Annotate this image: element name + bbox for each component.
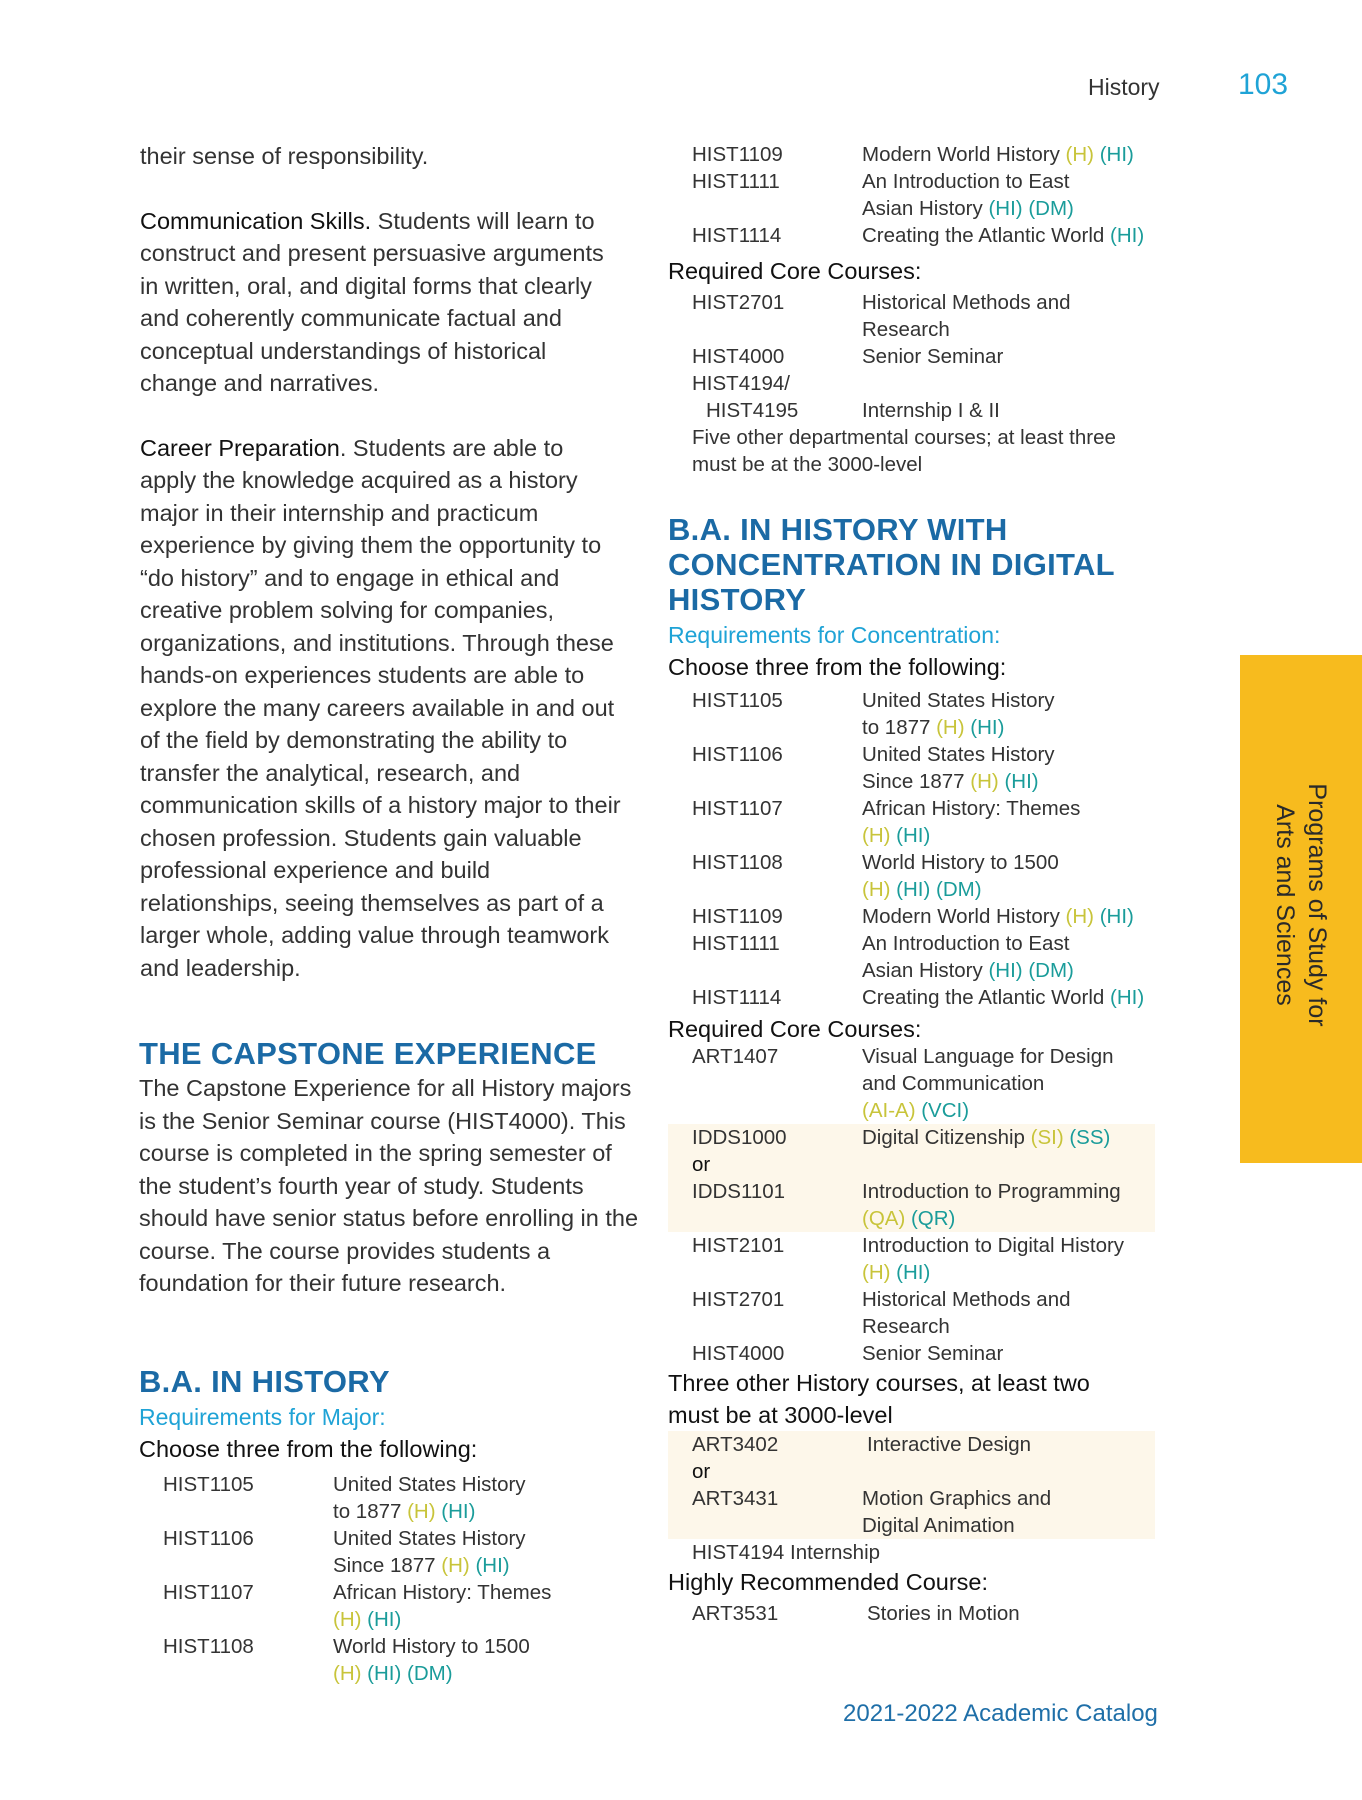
or-label: or	[692, 1460, 711, 1483]
course-row	[668, 930, 1173, 984]
tag-hi: (HI)	[988, 959, 1023, 982]
course-code: ART3402	[692, 1433, 779, 1456]
course-title: Motion Graphics and	[862, 1487, 1052, 1510]
tag-hi: (HI)	[1004, 770, 1039, 793]
tag-hi: (HI)	[367, 1662, 402, 1685]
dh-heading-line1: B.A. IN HISTORY WITH	[668, 512, 1008, 547]
capstone-heading: THE CAPSTONE EXPERIENCE	[139, 1036, 597, 1071]
course-code: HIST1108	[692, 851, 783, 874]
course-code: HIST2101	[692, 1234, 785, 1257]
capstone-text: The Capstone Experience for all History majors is the Senior Seminar course (HIST4000). This course is completed in the spring semester of the student’s fourth year of study. Students should have senior status before enrolling in the course. The course provides students a foundation for their future research.	[139, 1075, 639, 1296]
tag-si: (SI)	[1030, 1126, 1064, 1149]
course-title: Creating the Atlantic World	[862, 224, 1111, 247]
course-row	[668, 984, 1173, 1011]
course-title: Introduction to Digital History	[862, 1234, 1125, 1257]
footer-catalog: 2021-2022 Academic Catalog	[843, 1700, 1158, 1727]
course-title-2: and Communication	[862, 1072, 1045, 1095]
course-code: ART3531	[692, 1602, 779, 1625]
course-code: HIST4000	[692, 1342, 785, 1365]
course-title-2: Since 1877	[862, 770, 971, 793]
course-title: An Introduction to East	[862, 932, 1070, 955]
tag-qa: (QA)	[862, 1207, 906, 1230]
course-row	[668, 1431, 1155, 1458]
tag-h: (H)	[936, 716, 965, 739]
tag-dm: (DM)	[1028, 197, 1074, 220]
career-preparation-paragraph	[140, 432, 625, 985]
course-row	[139, 1525, 649, 1579]
course-code: HIST1105	[163, 1473, 254, 1496]
tag-hi: (HI)	[896, 824, 931, 847]
course-title: Creating the Atlantic World	[862, 986, 1111, 1009]
course-row	[668, 1600, 1173, 1627]
course-title-2: Research	[862, 318, 950, 341]
course-code: IDDS1101	[692, 1180, 786, 1203]
note-line2: must be at the 3000-level	[692, 453, 923, 476]
course-title-2: Since 1877	[333, 1554, 442, 1577]
tag-hi: (HI)	[988, 197, 1023, 220]
left-column	[140, 140, 640, 984]
or-label: or	[692, 1153, 711, 1176]
course-code: HIST2701	[692, 291, 785, 314]
course-row	[668, 795, 1173, 849]
other-courses-note	[668, 424, 1173, 478]
course-code: HIST4194/	[692, 372, 790, 395]
course-code: HIST2701	[692, 1288, 785, 1311]
idds-choice-block	[668, 1124, 1155, 1232]
ba-history-course-list	[139, 1471, 649, 1687]
course-row	[668, 1124, 1155, 1151]
course-title-2: Research	[862, 1315, 950, 1338]
tag-h: (H)	[333, 1662, 362, 1685]
dh-subheading: Requirements for Concentration:	[668, 622, 1001, 648]
tag-hi: (HI)	[1099, 905, 1134, 928]
course-row	[668, 1043, 1173, 1124]
course-title: Introduction to Programming	[862, 1180, 1121, 1203]
communication-skills-text: Students will learn to construct and present persuasive arguments in written, oral, and digital forms that clearly and coherently communicate factual and conceptual understandings of historical change and narratives.	[140, 207, 604, 396]
course-title: World History to 1500	[333, 1635, 530, 1658]
dh-choose: Choose three from the following:	[668, 654, 1007, 680]
course-code: HIST1107	[163, 1581, 254, 1604]
career-preparation-text: . Students are able to apply the knowledge acquired as a history major in their internship and practicum experience by giving them the opportunity to “do history” and to engage in ethical and creative problem solving for companies, organizations, and institutions. Through these hands-on experiences students are able to explore the many careers available in and out of the field by demonstrating the ability to transfer the analytical, research, and communication skills of a history major to their chosen profession. Students gain valuable professional experience and build relationships, seeing themselves as part of a larger whole, adding value through teamwork and leadership.	[140, 434, 621, 981]
course-code: ART3431	[692, 1487, 779, 1510]
course-title-2: Digital Animation	[862, 1514, 1015, 1537]
tag-h: (H)	[970, 770, 999, 793]
tag-h: (H)	[862, 824, 891, 847]
tag-hi: (HI)	[441, 1500, 476, 1523]
course-title: Modern World History	[862, 143, 1066, 166]
course-row	[668, 397, 1173, 424]
course-code: ART1407	[692, 1045, 779, 1068]
tag-hi: (HI)	[367, 1608, 402, 1631]
tag-hi: (HI)	[896, 878, 931, 901]
tag-h: (H)	[333, 1608, 362, 1631]
ba-history-choose: Choose three from the following:	[139, 1436, 478, 1462]
course-code: HIST4195	[706, 399, 799, 422]
course-row	[668, 1286, 1173, 1340]
course-title-2: to 1877	[862, 716, 937, 739]
course-title: Interactive Design	[867, 1433, 1032, 1456]
course-code: HIST1111	[692, 170, 780, 193]
tag-hi: (HI)	[1099, 143, 1134, 166]
right-column	[668, 141, 1173, 1627]
course-row	[668, 370, 1173, 397]
course-title: Stories in Motion	[867, 1602, 1020, 1625]
course-row	[668, 222, 1173, 249]
course-code: HIST1111	[692, 932, 780, 955]
or-row	[668, 1458, 1155, 1485]
tag-hi: (HI)	[1110, 224, 1145, 247]
dh-required-core-list	[668, 1043, 1173, 1367]
communication-skills-paragraph	[140, 205, 620, 400]
three-other-courses	[668, 1367, 1173, 1431]
tag-h: (H)	[862, 1261, 891, 1284]
tag-h: (H)	[1065, 143, 1095, 166]
course-row	[139, 1471, 649, 1525]
course-row	[668, 741, 1173, 795]
course-code: HIST1114	[692, 224, 782, 247]
ba-history-section	[139, 1364, 649, 1687]
course-row	[668, 903, 1173, 930]
tag-h: (H)	[407, 1500, 436, 1523]
dh-heading-line2: CONCENTRATION IN DIGITAL	[668, 547, 1115, 582]
course-title: World History to 1500	[862, 851, 1059, 874]
tag-h: (H)	[1065, 905, 1095, 928]
side-tab-line2: Arts and Sciences	[1271, 804, 1299, 1006]
course-row	[668, 289, 1173, 343]
ba-history-subheading: Requirements for Major:	[139, 1404, 386, 1430]
course-row	[668, 1178, 1155, 1232]
tag-vci: (VCI)	[921, 1099, 970, 1122]
course-title: United States History	[862, 689, 1055, 712]
tag-ai-a: (AI-A)	[862, 1099, 916, 1122]
tag-hi: (HI)	[896, 1261, 931, 1284]
course-row	[139, 1579, 649, 1633]
required-core-heading: Required Core Courses:	[668, 258, 922, 284]
page-number: 103	[1238, 68, 1289, 101]
dh-required-core-heading: Required Core Courses:	[668, 1016, 922, 1042]
course-title: Visual Language for Design	[862, 1045, 1114, 1068]
course-row	[668, 1232, 1173, 1286]
continued-course-list	[668, 141, 1173, 249]
course-title: United States History	[333, 1527, 526, 1550]
course-title-2: to 1877	[333, 1500, 408, 1523]
course-title: Digital Citizenship	[862, 1126, 1031, 1149]
course-row	[668, 343, 1173, 370]
course-code: HIST1107	[692, 797, 783, 820]
course-code: HIST1105	[692, 689, 783, 712]
side-tab-text	[1269, 651, 1333, 1159]
required-core-list	[668, 289, 1173, 478]
three-other-line2: must be at 3000-level	[668, 1402, 893, 1428]
ba-history-heading: B.A. IN HISTORY	[139, 1364, 390, 1399]
course-title	[862, 370, 1173, 397]
intro-continuation: their sense of responsibility.	[140, 143, 429, 169]
course-row	[668, 1340, 1173, 1367]
course-row	[668, 168, 1173, 222]
digital-history-heading	[668, 512, 1173, 617]
course-code: HIST1109	[692, 143, 783, 166]
tag-hi: (HI)	[475, 1554, 510, 1577]
course-code: HIST4000	[692, 345, 785, 368]
course-title: Senior Seminar	[862, 1342, 1004, 1365]
course-title-2: Asian History	[862, 959, 989, 982]
course-code: HIST1106	[692, 743, 783, 766]
tag-h: (H)	[441, 1554, 470, 1577]
tag-qr: (QR)	[910, 1207, 956, 1230]
tag-dm: (DM)	[936, 878, 982, 901]
tag-hi: (HI)	[970, 716, 1005, 739]
course-title: Modern World History	[862, 905, 1066, 928]
career-preparation-label: Career Preparation	[140, 434, 340, 461]
course-title: An Introduction to East	[862, 170, 1070, 193]
tag-dm: (DM)	[1028, 959, 1074, 982]
highly-recommended-heading: Highly Recommended Course:	[668, 1569, 989, 1595]
communication-skills-label: Communication Skills.	[140, 207, 372, 234]
course-code: HIST1109	[692, 905, 783, 928]
course-title: United States History	[333, 1473, 526, 1496]
tag-hi: (HI)	[1110, 986, 1145, 1009]
course-row	[139, 1633, 649, 1687]
course-title-2: Asian History	[862, 197, 989, 220]
note-line1: Five other departmental courses; at least three	[692, 426, 1116, 449]
art-choice-block	[668, 1431, 1155, 1539]
course-title: Historical Methods and	[862, 291, 1071, 314]
course-row	[668, 849, 1173, 903]
or-row	[668, 1151, 1155, 1178]
course-code: IDDS1000	[692, 1126, 787, 1149]
course-code: HIST1114	[692, 986, 782, 1009]
tag-ss: (SS)	[1069, 1126, 1111, 1149]
page-header-section: History	[1088, 74, 1160, 100]
course-row	[668, 687, 1173, 741]
tag-dm: (DM)	[407, 1662, 453, 1685]
dh-heading-line3: HISTORY	[668, 582, 807, 617]
capstone-section	[139, 1036, 649, 1300]
course-code: HIST1106	[163, 1527, 254, 1550]
three-other-line1: Three other History courses, at least two	[668, 1370, 1090, 1396]
course-title: Internship I & II	[862, 399, 1000, 422]
course-row	[668, 1485, 1155, 1539]
course-title: United States History	[862, 743, 1055, 766]
tag-h: (H)	[862, 878, 891, 901]
course-row	[668, 141, 1173, 168]
course-title: Senior Seminar	[862, 345, 1004, 368]
side-tab-line1: Programs of Study for	[1303, 783, 1331, 1027]
dh-course-list	[668, 687, 1173, 1011]
internship-line: HIST4194 Internship	[692, 1541, 881, 1564]
course-title: African History: Themes	[333, 1581, 552, 1604]
course-title: Historical Methods and	[862, 1288, 1071, 1311]
course-code: HIST1108	[163, 1635, 254, 1658]
course-title: African History: Themes	[862, 797, 1081, 820]
